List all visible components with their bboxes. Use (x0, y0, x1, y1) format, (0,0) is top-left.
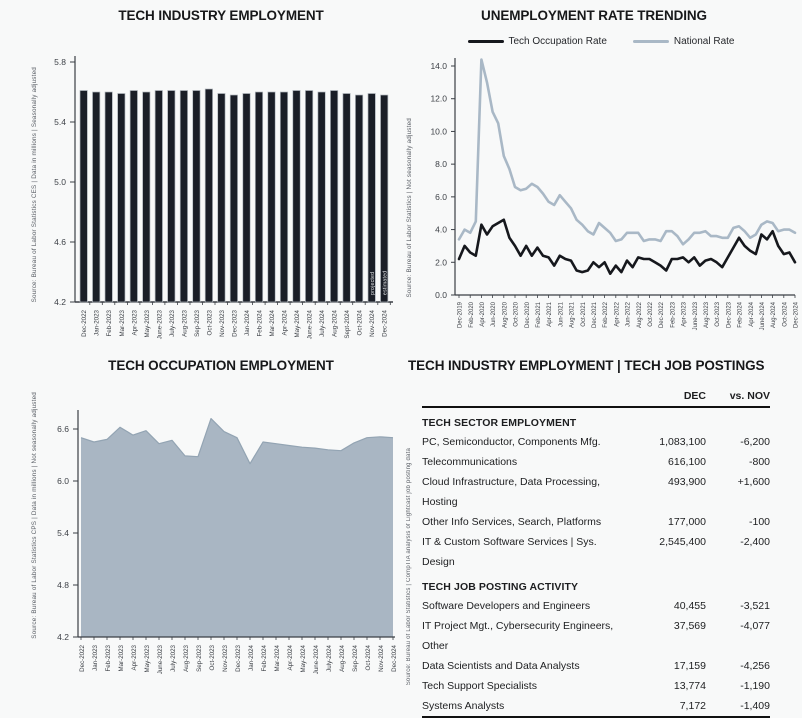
x-tick-label: Oct-2023 (209, 645, 216, 671)
y-tick-label: 6.0 (435, 191, 447, 202)
table-row (422, 512, 770, 532)
x-tick-label: Nov-2023 (218, 310, 226, 337)
bar (105, 92, 112, 302)
row-dec-value: 177,000 (668, 516, 706, 528)
table-row (422, 532, 770, 572)
x-tick-label: Sept-2024 (344, 310, 352, 339)
x-tick-label: Feb-2024 (261, 645, 268, 672)
unemployment-source-label: Source: Bureau of Labor Statistics | Not seasonally adjusted (406, 118, 413, 298)
row-vsnov-value: -1,190 (740, 680, 770, 692)
row-vsnov-value: -3,521 (740, 600, 770, 612)
bar (205, 89, 212, 302)
row-vsnov-value: -1,409 (740, 700, 770, 712)
x-tick-label: Apr-2020 (480, 302, 486, 327)
panel-unemployment-rate (400, 0, 802, 350)
x-tick-label: June-2023 (157, 645, 164, 675)
x-tick-label: Apr-2021 (547, 302, 554, 327)
x-tick-label: July-2023 (168, 310, 176, 337)
x-tick-label: Jan-2023 (92, 645, 99, 671)
row-label: Telecommunications (422, 456, 518, 468)
x-tick-label: Nov-2024 (369, 310, 377, 337)
x-tick-label: Dec-2021 (592, 302, 598, 329)
y-tick-label: 10.0 (430, 126, 447, 137)
legend-label-national: National Rate (673, 36, 735, 47)
x-tick-label: Oct-2023 (206, 310, 214, 336)
y-tick-label: 5.4 (57, 528, 69, 538)
row-label: Tech Support Specialists (422, 680, 537, 692)
x-tick-label: Feb-2024 (737, 302, 744, 328)
x-tick-label: Apr-2023 (681, 302, 688, 327)
x-tick-label: June-2024 (313, 645, 320, 675)
table-row (422, 596, 770, 616)
unemployment-chart (400, 0, 802, 350)
x-tick-label: Mar-2024 (269, 310, 276, 337)
x-tick-label: May-2023 (144, 645, 151, 673)
y-tick-label: 4.8 (57, 580, 69, 590)
row-dec-value: 1,083,100 (659, 436, 706, 448)
postings-source-label: Source: Bureau of Labor Statistics | CompTIA analysis of Lightcast job posting data (406, 447, 412, 685)
table-row (422, 656, 770, 676)
x-tick-label: June-2023 (692, 302, 699, 331)
bar (268, 92, 275, 302)
row-dec-value: 37,569 (673, 620, 706, 632)
x-tick-label: July-2024 (319, 310, 327, 337)
area-fill (81, 419, 393, 637)
bar (280, 92, 287, 302)
x-tick-label: Jan-2023 (93, 310, 101, 336)
y-tick-label: 5.8 (54, 57, 66, 67)
x-tick-label: Feb-2023 (670, 302, 677, 328)
bar (293, 91, 300, 303)
bar (80, 91, 87, 303)
row-vsnov-value: -800 (748, 456, 770, 468)
row-label: Systems Analysts (422, 700, 505, 712)
x-tick-label: July-2024 (326, 645, 333, 672)
x-tick-label: Oct-2020 (513, 302, 520, 327)
y-tick-label: 4.0 (435, 224, 447, 235)
x-tick-label: May-2023 (143, 310, 151, 338)
x-tick-label: Mar-2023 (118, 645, 125, 672)
bar (305, 91, 312, 303)
postings-title: TECH INDUSTRY EMPLOYMENT | TECH JOB POSTINGS (408, 358, 765, 373)
legend-label-tech: Tech Occupation Rate (508, 36, 607, 47)
tech-occupation-title: TECH OCCUPATION EMPLOYMENT (108, 358, 334, 373)
x-tick-label: Apr-2023 (131, 645, 138, 671)
tech-industry-title: TECH INDUSTRY EMPLOYMENT (118, 8, 324, 23)
bar (180, 91, 187, 303)
col-header-vsnov: vs. NOV (729, 390, 770, 402)
row-dec-value: 2,545,400 (659, 536, 706, 548)
table-row (422, 676, 770, 696)
x-tick-label: Dec-2024 (793, 302, 800, 329)
x-tick-label: Aug-2021 (569, 302, 576, 329)
row-dec-value: 17,159 (673, 660, 706, 672)
bar (168, 91, 175, 303)
x-tick-label: Jun-2020 (491, 302, 498, 328)
x-tick-label: Oct-2023 (715, 302, 722, 327)
table-header-row (422, 390, 770, 408)
x-tick-label: Oct-2024 (365, 645, 372, 671)
table-row (422, 616, 770, 656)
x-tick-label: Dec-2023 (231, 310, 239, 337)
x-tick-label: Dec-2024 (381, 310, 389, 337)
table-row (422, 452, 770, 472)
x-tick-label: Oct-2024 (356, 310, 364, 336)
bar (143, 92, 150, 302)
tech-industry-chart (0, 0, 400, 350)
x-tick-label: Apr-2023 (131, 310, 139, 336)
bar (343, 94, 350, 303)
y-tick-label: 14.0 (430, 61, 447, 71)
table-row (422, 432, 770, 452)
y-tick-label: 6.0 (57, 476, 69, 486)
postings-table (422, 390, 770, 718)
y-tick-label: 5.4 (54, 117, 66, 127)
x-tick-label: Sep-2023 (196, 645, 203, 672)
bar (243, 94, 250, 303)
bar (155, 91, 162, 303)
x-tick-label: June-2024 (760, 302, 766, 331)
row-vsnov-value: -4,256 (740, 660, 770, 672)
y-tick-label: 4.2 (57, 632, 69, 642)
bar (193, 91, 200, 303)
x-tick-label: Apr-2022 (614, 302, 621, 327)
x-tick-label: Aug-2023 (181, 310, 189, 337)
x-tick-label: Aug-2020 (502, 302, 509, 329)
national-rate-line (459, 60, 795, 245)
x-tick-label: June-2023 (156, 310, 164, 340)
x-tick-label: Oct-2022 (648, 302, 654, 327)
table-row (422, 472, 770, 512)
x-tick-label: Dec-2020 (524, 302, 531, 329)
x-tick-label: Jan-2024 (248, 645, 255, 671)
x-tick-label: Feb-2021 (536, 302, 542, 328)
row-label: Data Scientists and Data Analysts (422, 660, 580, 672)
row-label: Other Info Services, Search, Platforms (422, 516, 602, 528)
row-label: Cloud Infrastructure, Data Processing, Hosting (422, 476, 600, 508)
bar-annotation: projected (369, 271, 376, 295)
x-tick-label: Jun-2022 (625, 302, 632, 328)
tech-industry-source-label: Source: Bureau of Labor Statistics CES | Data in millions | Seasonally adjusted (31, 66, 38, 302)
table-section-header: TECH JOB POSTING ACTIVITY (422, 581, 579, 593)
x-tick-label: Dec-2019 (457, 302, 464, 329)
row-dec-value: 13,774 (673, 680, 706, 692)
x-tick-label: Aug-2023 (183, 645, 190, 672)
x-tick-label: Mar-2024 (274, 645, 281, 672)
y-tick-label: 2.0 (435, 257, 447, 268)
x-tick-label: Dec-2024 (391, 645, 398, 672)
x-tick-label: Feb-2024 (256, 310, 264, 337)
tech-occupation-source-label: Source: Bureau of Labor Statistics CPS | Data in millions | Not seasonally adjusted (31, 392, 38, 639)
panel-postings-table (400, 350, 802, 712)
x-tick-label: Aug-2024 (339, 645, 346, 672)
x-tick-label: Sep-2024 (352, 645, 359, 672)
x-tick-label: Aug-2022 (636, 302, 643, 329)
x-tick-label: May-2024 (300, 645, 307, 673)
panel-tech-occupation-employment (0, 350, 400, 697)
x-tick-label: Dec-2022 (81, 310, 89, 337)
bar (93, 92, 100, 302)
x-tick-label: Apr-2024 (287, 645, 294, 671)
x-tick-label: Jan-2024 (243, 310, 251, 336)
row-label: Software Developers and Engineers (422, 600, 591, 612)
x-tick-label: Dec-2023 (235, 645, 242, 672)
row-vsnov-value: -100 (748, 516, 770, 528)
bar (118, 94, 125, 303)
bar-annotation: estimated (382, 270, 389, 295)
panel-tech-industry-employment (0, 0, 400, 350)
x-tick-label: Dec-2023 (726, 302, 733, 329)
bar (218, 94, 225, 303)
x-tick-label: Dec-2022 (79, 645, 86, 672)
x-tick-label: Apr-2024 (748, 302, 755, 327)
y-tick-label: 12.0 (430, 93, 447, 104)
x-tick-label: July-2023 (170, 645, 177, 672)
x-tick-label: Feb-2022 (603, 302, 610, 328)
unemployment-title: UNEMPLOYMENT RATE TRENDING (481, 8, 707, 23)
x-tick-label: Apr-2024 (281, 310, 289, 336)
x-tick-label: Sep-2023 (193, 310, 201, 337)
x-tick-label: Oct-2021 (580, 302, 587, 327)
row-vsnov-value: +1,600 (737, 476, 770, 488)
row-dec-value: 7,172 (679, 700, 706, 712)
x-tick-label: May-2024 (294, 310, 302, 338)
row-dec-value: 493,900 (668, 476, 706, 488)
tech-occupation-rate-line (459, 220, 795, 274)
x-tick-label: Feb-2023 (105, 645, 112, 672)
table-row (422, 696, 770, 716)
x-tick-label: Nov-2023 (222, 645, 229, 672)
row-vsnov-value: -4,077 (740, 620, 770, 632)
bar (230, 95, 237, 302)
col-header-dec: DEC (683, 390, 706, 402)
y-tick-label: 4.2 (54, 297, 66, 307)
row-label: IT Project Mgt., Cybersecurity Engineers, Other (422, 620, 614, 652)
table-section-header: TECH SECTOR EMPLOYMENT (422, 417, 577, 429)
x-tick-label: Mar-2023 (118, 310, 126, 337)
x-tick-label: Aug-2023 (704, 302, 710, 329)
bar (130, 91, 137, 303)
y-tick-label: 0.0 (435, 290, 447, 300)
x-tick-label: Jun-2021 (558, 302, 565, 328)
x-tick-label: Oct-2024 (782, 302, 789, 327)
y-tick-label: 4.6 (54, 237, 66, 247)
postings-table-body (422, 415, 770, 716)
x-tick-label: Feb-2020 (468, 302, 475, 328)
y-tick-label: 6.6 (57, 424, 69, 434)
x-tick-label: Dec-2022 (659, 302, 666, 329)
row-dec-value: 40,455 (673, 600, 706, 612)
y-tick-label: 8.0 (435, 159, 447, 170)
bar (368, 94, 375, 303)
row-vsnov-value: -6,200 (740, 436, 770, 448)
y-tick-label: 5.0 (54, 177, 66, 187)
row-dec-value: 616,100 (668, 456, 706, 468)
bar (330, 91, 337, 303)
bar (255, 92, 262, 302)
x-tick-label: Aug-2024 (771, 302, 778, 329)
tech-occupation-chart (0, 350, 400, 697)
row-label: PC, Semiconductor, Components Mfg. (422, 436, 601, 448)
row-label: IT & Custom Software Services | Sys. Design (422, 536, 597, 568)
x-tick-label: Nov-2024 (378, 645, 385, 672)
bar (318, 92, 325, 302)
x-tick-label: Feb-2023 (106, 310, 114, 337)
row-vsnov-value: -2,400 (740, 536, 770, 548)
x-tick-label: June-2024 (306, 310, 314, 340)
x-tick-label: Aug-2024 (331, 310, 339, 337)
bar (355, 95, 362, 302)
